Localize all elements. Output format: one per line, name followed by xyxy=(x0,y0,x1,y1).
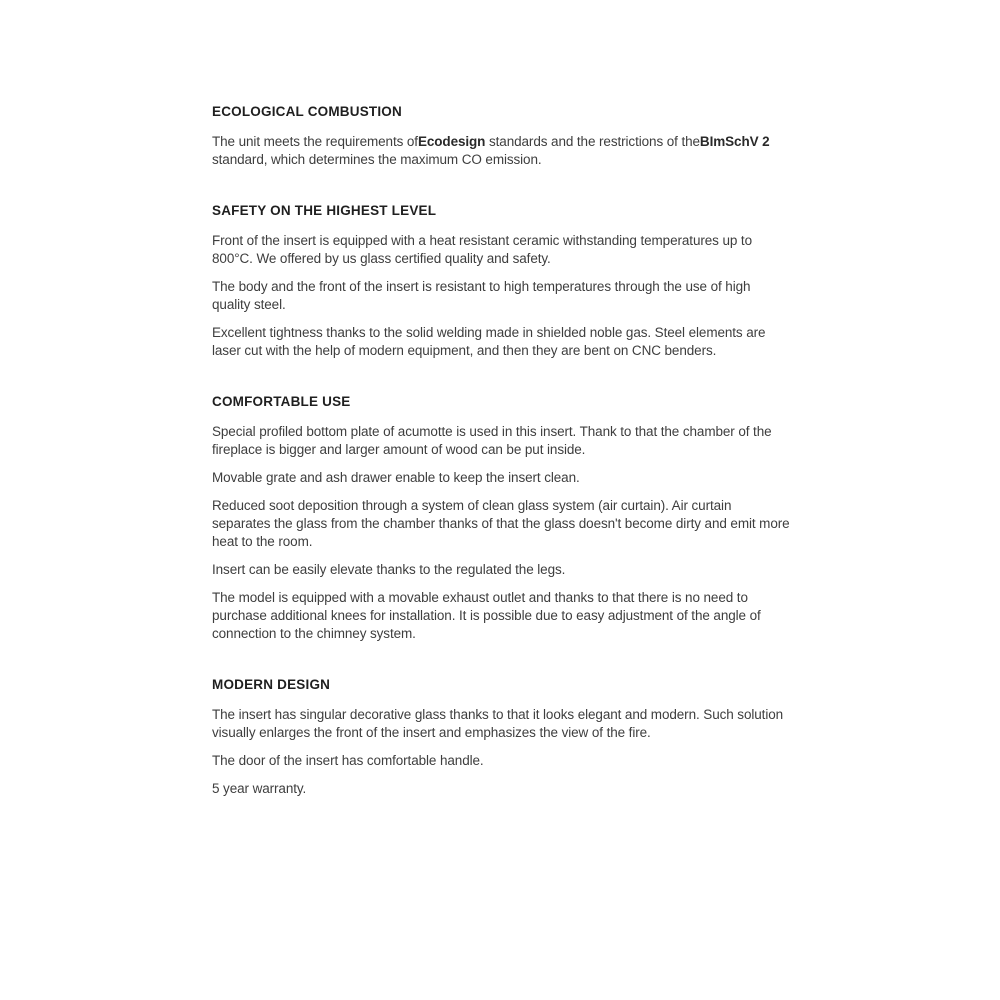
paragraph: Special profiled bottom plate of acumotte is used in this insert. Thank to that the chamber of the fireplace is bigger and larger amount of wood can be put inside. xyxy=(212,424,772,457)
document-section xyxy=(212,394,790,643)
paragraph: The insert has singular decorative glass thanks to that it looks elegant and modern. Such solution visually enlarges the front of the insert and emphasizes the view of the fire. xyxy=(212,707,784,740)
paragraph: The door of the insert has comfortable handle. xyxy=(212,753,484,768)
paragraph: Insert can be easily elevate thanks to the regulated the legs. xyxy=(212,562,566,577)
paragraph: 5 year warranty. xyxy=(212,781,307,796)
paragraph: The model is equipped with a movable exhaust outlet and thanks to that there is no need to purchase additional knees for installation. It is possible due to easy adjustment of the angle of connection to the chimney system. xyxy=(212,590,761,641)
bold-text: Ecodesign xyxy=(417,134,486,149)
document-section xyxy=(212,677,790,798)
section-heading: ECOLOGICAL COMBUSTION xyxy=(212,104,402,119)
document-section xyxy=(212,104,790,169)
paragraph: The body and the front of the insert is resistant to high temperatures through the use of high quality steel. xyxy=(212,279,751,312)
paragraph: Front of the insert is equipped with a heat resistant ceramic withstanding temperatures up to 800°C. We offered by us glass certified quality and safety. xyxy=(212,233,752,266)
paragraph: Movable grate and ash drawer enable to keep the insert clean. xyxy=(212,470,580,485)
section-heading: COMFORTABLE USE xyxy=(212,394,351,409)
bold-text: BImSchV 2 xyxy=(699,134,770,149)
paragraph: Excellent tightness thanks to the solid welding made in shielded noble gas. Steel elements are laser cut with the help of modern equipment, and then they are bent on CNC benders. xyxy=(212,325,766,358)
paragraph: The unit meets the requirements ofEcodesign standards and the restrictions of theBImSchV 2 standard, which determines the maximum CO emission. xyxy=(212,134,770,167)
document-section xyxy=(212,203,790,360)
document-content xyxy=(212,104,790,832)
paragraph: Reduced soot deposition through a system of clean glass system (air curtain). Air curtain separates the glass from the chamber thanks of that the glass doesn't become dirty and emit more heat to the room. xyxy=(212,498,790,549)
section-heading: MODERN DESIGN xyxy=(212,677,331,692)
section-heading: SAFETY ON THE HIGHEST LEVEL xyxy=(212,203,437,218)
